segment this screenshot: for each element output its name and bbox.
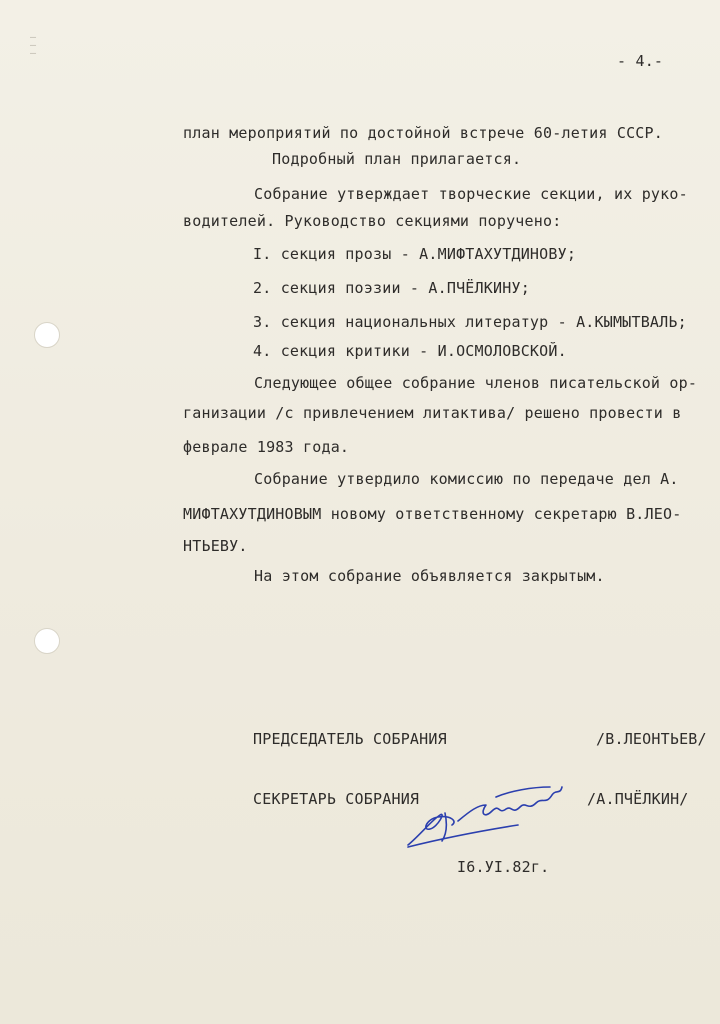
list-item: 3. секция национальных литератур - А.КЫМЫТВАЛЬ; (253, 313, 687, 331)
edge-mark: — — — (30, 32, 37, 59)
text-line: ганизации /с привлечением литактива/ решено провести в (183, 404, 682, 422)
text-line: НТЬЕВУ. (183, 537, 248, 555)
text-line: феврале 1983 года. (183, 438, 350, 456)
chairman-name: /В.ЛЕОНТЬЕВ/ (596, 730, 707, 748)
list-item: I. секция прозы - А.МИФТАХУТДИНОВУ; (253, 245, 577, 263)
secretary-name: /А.ПЧЁЛКИН/ (587, 790, 689, 808)
text-line: Подробный план прилагается. (272, 150, 522, 168)
punch-hole-bottom (34, 628, 60, 654)
text-line: Следующее общее собрание членов писательской ор- (254, 374, 698, 392)
text-line: Собрание утверждает творческие секции, их руко- (254, 185, 688, 203)
list-item: 2. секция поэзии - А.ПЧЁЛКИНУ; (253, 279, 530, 297)
punch-hole-top (34, 322, 60, 348)
chairman-title: ПРЕДСЕДАТЕЛЬ СОБРАНИЯ (253, 730, 447, 748)
text-line: водителей. Руководство секциями поручено: (183, 212, 562, 230)
text-line: Собрание утвердило комиссию по передаче дел А. (254, 470, 679, 488)
text-line: На этом собрание объявляется закрытым. (254, 567, 605, 585)
secretary-title: СЕКРЕТАРЬ СОБРАНИЯ (253, 790, 420, 808)
document-date: I6.УI.82г. (457, 858, 550, 876)
text-line: МИФТАХУТДИНОВЫМ новому ответственному секретарю В.ЛЕО- (183, 505, 682, 523)
text-line: план мероприятий по достойной встрече 60-летия СССР. (183, 124, 663, 142)
handwritten-signature (400, 775, 575, 860)
list-item: 4. секция критики - И.ОСМОЛОВСКОЙ. (253, 342, 567, 360)
page-number: - 4.- (617, 52, 664, 70)
